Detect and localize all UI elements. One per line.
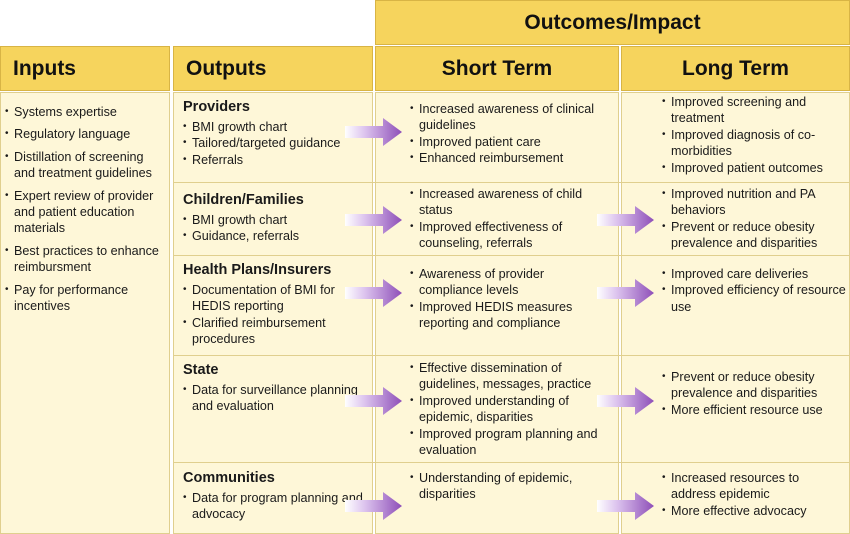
long-term-item: • More efficient resource use [662,402,846,418]
row-divider [173,355,850,356]
right-arrow-icon [345,278,403,308]
short-term-item: • Increased awareness of clinical guidelines [410,101,615,134]
outputs-providers [183,98,369,168]
short-term-item: • Improved program planning and evaluation [410,426,615,459]
row-divider [173,255,850,256]
input-item: • Regulatory language [5,126,167,142]
category-title: Providers [183,99,250,115]
outputs-list [183,282,371,348]
long-term-providers [662,94,846,176]
short-term-state [410,360,615,458]
outcomes-impact-title: Outcomes/Impact [524,10,701,34]
long-term-children-families [662,186,846,252]
row-divider [173,462,850,463]
short-term-item: • Improved effectiveness of counseling, referrals [410,219,610,252]
long-term-item: • Improved nutrition and PA behaviors [662,186,846,219]
short-term-health-plans [410,266,610,332]
short-term-item: • Increased awareness of child status [410,186,610,219]
outputs-list [183,212,369,245]
long-term-item: • Prevent or reduce obesity prevalence and disparities [662,369,846,402]
short-term-providers [410,101,615,167]
short-term-item: • Improved HEDIS measures reporting and compliance [410,299,610,332]
outputs-communities [183,469,369,523]
outputs-health-plans [183,261,371,348]
inputs-list [5,104,167,314]
output-item: • Referrals [183,152,369,168]
right-arrow-icon [597,205,655,235]
outputs-list [183,382,369,415]
long-term-title: Long Term [682,56,789,80]
right-arrow-icon [597,386,655,416]
long-term-item: • Improved screening and treatment [662,94,846,127]
inputs-title: Inputs [13,56,76,80]
long-term-health-plans [662,266,846,315]
output-item: • Documentation of BMI for HEDIS reporting [183,282,371,315]
short-term-item: • Improved understanding of epidemic, disparities [410,393,615,426]
short-term-communities [410,470,610,503]
short-term-item: • Improved patient care [410,134,615,150]
long-term-item: • Increased resources to address epidemic [662,470,846,503]
long-term-state [662,369,846,418]
right-arrow-icon [345,491,403,521]
short-term-title: Short Term [441,56,553,80]
short-term-item: • Effective dissemination of guidelines, messages, practice [410,360,615,393]
input-item: • Systems expertise [5,104,167,120]
output-item: • Tailored/targeted guidance [183,135,369,151]
output-item: • Data for surveillance planning and evaluation [183,382,369,415]
outputs-list [183,490,369,523]
category-title: Communities [183,470,275,486]
input-item: • Distillation of screening and treatment guidelines [5,149,167,182]
short-term-item: • Awareness of provider compliance levels [410,266,610,299]
long-term-item: • More effective advocacy [662,503,846,519]
outputs-state [183,361,369,415]
short-term-item: • Understanding of epidemic, disparities [410,470,610,503]
right-arrow-icon [597,278,655,308]
row-divider [173,182,850,183]
long-term-communities [662,470,846,519]
input-item: • Best practices to enhance reimbursment [5,243,167,276]
output-item: • Data for program planning and advocacy [183,490,369,523]
long-term-item: • Prevent or reduce obesity prevalence and disparities [662,219,846,252]
input-item: • Pay for performance incentives [5,282,167,315]
input-item: • Expert review of provider and patient education materials [5,188,167,237]
long-term-item: • Improved care deliveries [662,266,846,282]
output-item: • Clarified reimbursement procedures [183,315,371,348]
outputs-children-families [183,191,369,245]
right-arrow-icon [345,386,403,416]
right-arrow-icon [345,117,403,147]
right-arrow-icon [345,205,403,235]
outputs-list [183,119,369,168]
output-item: • BMI growth chart [183,119,369,135]
category-title: Children/Families [183,192,304,208]
output-item: • Guidance, referrals [183,228,369,244]
long-term-header [621,46,850,91]
long-term-item: • Improved diagnosis of co-morbidities [662,127,846,160]
category-title: State [183,362,219,378]
short-term-item: • Enhanced reimbursement [410,150,615,166]
outputs-header [173,46,373,91]
right-arrow-icon [597,491,655,521]
outputs-title: Outputs [186,56,267,80]
outcomes-impact-header [375,0,850,45]
output-item: • BMI growth chart [183,212,369,228]
short-term-children-families [410,186,610,252]
inputs-header [0,46,170,91]
category-title: Health Plans/Insurers [183,262,332,278]
long-term-item: • Improved efficiency of resource use [662,282,846,315]
long-term-item: • Improved patient outcomes [662,160,846,176]
short-term-header [375,46,619,91]
